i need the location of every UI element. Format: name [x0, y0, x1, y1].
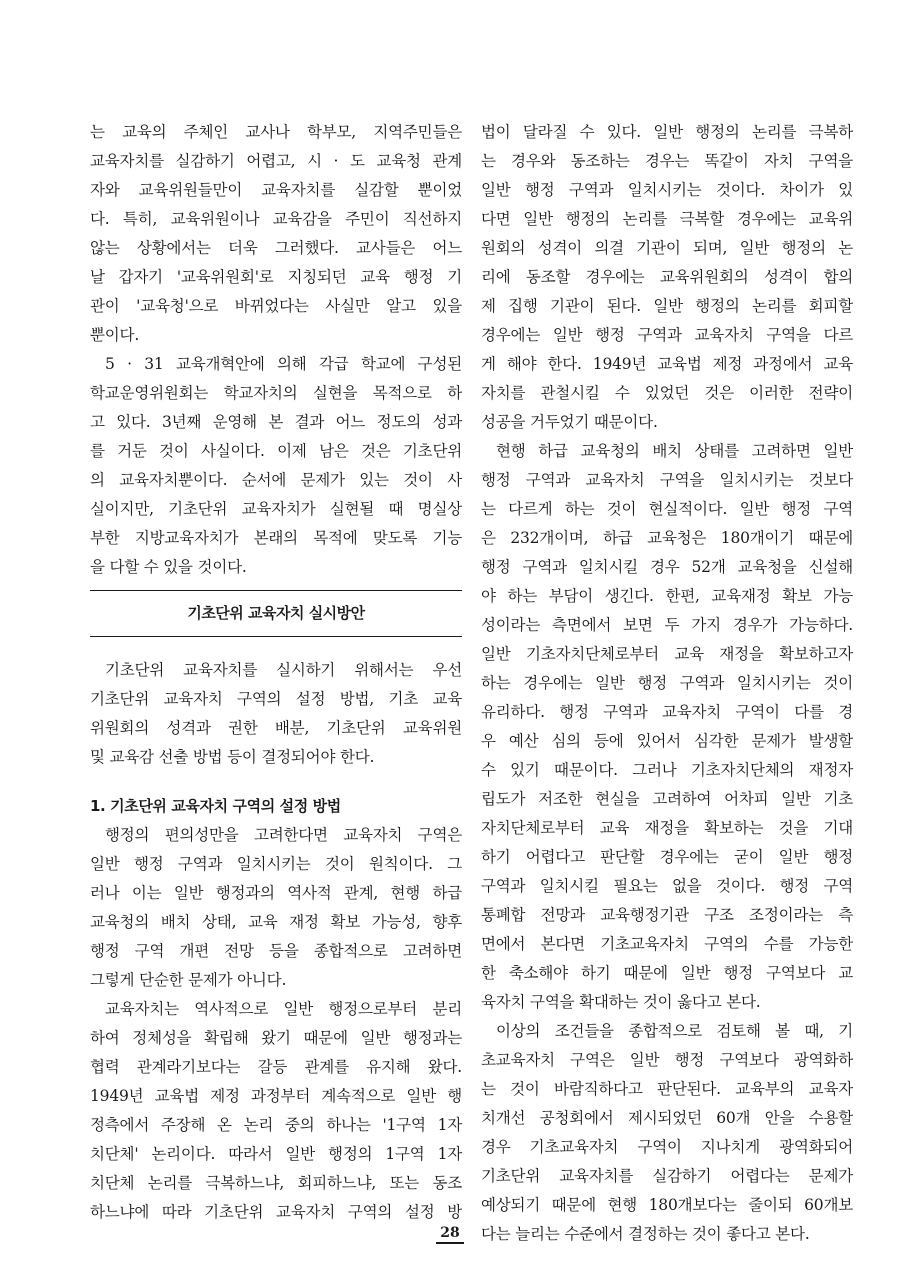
text-line: 의 교육자치뿐이다. 순서에 문제가 있는 것이 사	[90, 471, 462, 489]
text-line: 면에서 본다면 기초교육자치 구역의 수를 가능한	[481, 935, 853, 953]
text-line: 경우에는 일반 행정 구역과 교육자치 구역을 다르	[481, 326, 853, 344]
page-number	[0, 1222, 900, 1244]
text-line: 고 있다. 3년째 운영해 본 결과 어느 정도의 성과	[90, 413, 462, 431]
section-header	[90, 590, 462, 637]
paragraph	[481, 118, 853, 437]
paragraph	[90, 995, 462, 1227]
text-line: 통폐합 전망과 교육행정기관 구조 조정이라는 측	[481, 906, 853, 924]
text-line: 는 교육의 주체인 교사나 학부모, 지역주민들은	[90, 123, 462, 141]
text-line: 하는 경우에는 일반 행정 구역과 일치시키는 것이	[481, 674, 853, 692]
section-bottom-rule	[90, 636, 462, 637]
text-line: 1949년 교육법 제정 과정부터 계속적으로 일반 행	[90, 1087, 462, 1105]
text-line: 예상되기 때문에 현행 180개보다는 줄이되 60개보	[481, 1196, 853, 1214]
text-line: 자와 교육위원들만이 교육자치를 실감할 뿐이었	[90, 181, 462, 199]
text-line: 을 다할 수 있을 것이다.	[90, 558, 247, 576]
text-line: 다는 늘리는 수준에서 결정하는 것이 좋다고 본다.	[481, 1225, 810, 1243]
paragraph	[90, 821, 462, 995]
text-line: 리에 동조할 경우에는 교육위원회의 성격이 합의	[481, 268, 853, 286]
text-line: 치개선 공청회에서 제시되었던 60개 안을 수용할	[481, 1109, 853, 1127]
text-line: 제 집행 기관이 된다. 일반 행정의 논리를 회피할	[481, 297, 853, 315]
text-line: 초교육자치 구역은 일반 행정 구역보다 광역화하	[481, 1051, 853, 1069]
text-line: 행정의 편의성만을 고려한다면 교육자치 구역은	[105, 826, 462, 844]
text-line: 실이지만, 기초단위 교육자치가 실현될 때 명실상	[90, 500, 462, 518]
text-line: 육자치 구역을 확대하는 것이 옳다고 본다.	[481, 993, 761, 1011]
text-line: 유리하다. 행정 구역과 교육자치 구역이 다를 경	[481, 703, 853, 721]
text-line: 경우 기초교육자치 구역이 지나치게 광역화되어	[481, 1138, 853, 1156]
text-line: 는 것이 바람직하다고 판단된다. 교육부의 교육자	[481, 1080, 853, 1098]
text-line: 수 있기 때문이다. 그러나 기초자치단체의 재정자	[481, 761, 853, 779]
text-line: 일반 기초자치단체로부터 교육 재정을 확보하고자	[481, 645, 853, 663]
text-line: 위원회의 성격과 권한 배분, 기초단위 교육위원	[90, 719, 462, 737]
text-line: 한 축소해야 하기 때문에 일반 행정 구역보다 교	[481, 964, 853, 982]
text-line: 하기 어렵다고 판단할 경우에는 굳이 일반 행정	[481, 848, 853, 866]
text-line: 성이라는 측면에서 보면 두 가지 경우가 가능하다.	[481, 616, 853, 634]
text-line: 기초단위 교육자치를 실감하기 어렵다는 문제가	[481, 1167, 853, 1185]
text-line: 구역과 일치시킬 필요는 없을 것이다. 행정 구역	[481, 877, 853, 895]
text-line: 일반 행정 구역과 일치시키는 것이 원칙이다. 그	[90, 855, 462, 873]
text-line: 게 해야 한다. 1949년 교육법 제정 과정에서 교육	[481, 355, 853, 373]
paragraph	[90, 656, 462, 772]
text-line: 그렇게 단순한 문제가 아니다.	[90, 971, 287, 989]
text-line: 은 232개이며, 하급 교육청은 180개이기 때문에	[481, 529, 853, 547]
text-line: 는 다르게 하는 것이 현실적이다. 일반 행정 구역	[481, 500, 853, 518]
section-title: 기초단위 교육자치 실시방안	[187, 604, 365, 622]
text-line: 현행 하급 교육청의 배치 상태를 고려하면 일반	[496, 442, 853, 460]
text-line: 협력 관계라기보다는 갈등 관계를 유지해 왔다.	[90, 1058, 462, 1076]
text-line: 러나 이는 일반 행정과의 역사적 관계, 현행 하급	[90, 884, 462, 902]
text-line: 하여 정체성을 확립해 왔기 때문에 일반 행정과는	[90, 1029, 462, 1047]
text-line: 정측에서 주장해 온 논리 중의 하나는 '1구역 1자	[90, 1116, 462, 1134]
subsection-heading: 1. 기초단위 교육자치 구역의 설정 방법	[90, 797, 341, 815]
paragraph	[481, 437, 853, 1017]
text-line: 우 예산 심의 등에 있어서 심각한 문제가 발생할	[481, 732, 853, 750]
text-line: 자치를 관철시킬 수 있었던 것은 이러한 전략이	[481, 384, 853, 402]
text-line: 성공을 거두었기 때문이다.	[481, 413, 658, 431]
text-line: 기초단위 교육자치를 실시하기 위해서는 우선	[105, 661, 462, 679]
text-line: 다. 특히, 교육위원이나 교육감을 주민이 직선하지	[90, 210, 462, 228]
text-line: 하느냐에 따라 기초단위 교육자치 구역의 설정 방	[90, 1203, 462, 1221]
text-line: 다면 일반 행정의 논리를 극복할 경우에는 교육위	[481, 210, 853, 228]
right-column	[481, 118, 853, 1249]
text-line: 5 · 31 교육개혁안에 의해 각급 학교에 구성된	[105, 355, 462, 373]
text-line: 교육자치는 역사적으로 일반 행정으로부터 분리	[105, 1000, 462, 1018]
text-line: 기초단위 교육자치 구역의 설정 방법, 기초 교육	[90, 690, 462, 708]
text-line: 행정 구역과 일치시킬 경우 52개 교육청을 신설해	[481, 558, 853, 576]
section-top-rule	[90, 590, 462, 591]
text-line: 는 경우와 동조하는 경우는 똑같이 자치 구역을	[481, 152, 853, 170]
text-line: 학교운영위원회는 학교자치의 실현을 목적으로 하	[90, 384, 462, 402]
text-line: 및 교육감 선출 방법 등이 결정되어야 한다.	[90, 748, 375, 766]
text-line: 야 하는 부담이 생긴다. 한편, 교육재정 확보 가능	[481, 587, 853, 605]
text-line: 치단체' 논리이다. 따라서 일반 행정의 1구역 1자	[90, 1145, 462, 1163]
paragraph	[481, 1017, 853, 1249]
text-line: 행정 구역과 교육자치 구역을 일치시키는 것보다	[481, 471, 853, 489]
text-line: 뿐이다.	[90, 326, 140, 344]
text-line: 않는 상황에서는 더욱 그러했다. 교사들은 어느	[90, 239, 462, 257]
page-number-label: 28	[436, 1224, 463, 1244]
text-line: 자치단체로부터 교육 재정을 확보하는 것을 기대	[481, 819, 853, 837]
text-line: 일반 행정 구역과 일치시키는 것이다. 차이가 있	[481, 181, 853, 199]
paragraph	[90, 118, 462, 350]
text-line: 관이 '교육청'으로 바뀌었다는 사실만 알고 있을	[90, 297, 462, 315]
left-column	[90, 118, 462, 1227]
text-line: 치단체 논리를 극복하느냐, 회피하느냐, 또는 동조	[90, 1174, 462, 1192]
text-line: 행정 구역 개편 전망 등을 종합적으로 고려하면	[90, 942, 462, 960]
text-line: 립도가 저조한 현실을 고려하여 어차피 일반 기초	[481, 790, 853, 808]
text-line: 날 갑자기 '교육위원회'로 지칭되던 교육 행정 기	[90, 268, 462, 286]
text-line: 교육자치를 실감하기 어렵고, 시 · 도 교육청 관계	[90, 152, 462, 170]
text-line: 원회의 성격이 의결 기관이 되며, 일반 행정의 논	[481, 239, 853, 257]
text-line: 부한 지방교육자치가 본래의 목적에 맞도록 기능	[90, 529, 462, 547]
text-line: 법이 달라질 수 있다. 일반 행정의 논리를 극복하	[481, 123, 853, 141]
paragraph	[90, 350, 462, 582]
text-line: 교육청의 배치 상태, 교육 재정 확보 가능성, 향후	[90, 913, 462, 931]
text-line: 를 거둔 것이 사실이다. 이제 남은 것은 기초단위	[90, 442, 462, 460]
text-line: 이상의 조건들을 종합적으로 검토해 볼 때, 기	[496, 1022, 853, 1040]
